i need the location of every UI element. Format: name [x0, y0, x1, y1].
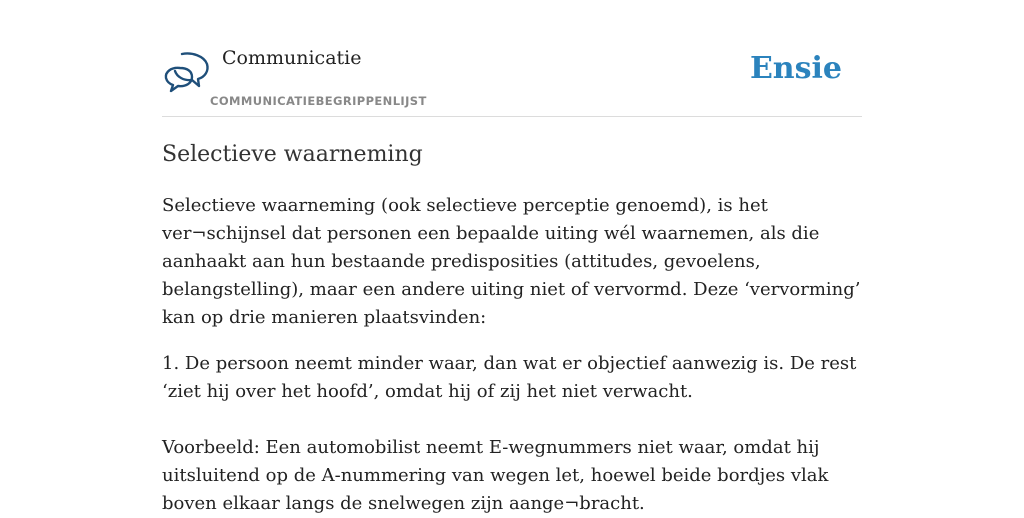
- category-link[interactable]: COMMUNICATIEBEGRIPPENLIJST: [210, 94, 427, 108]
- paragraph-intro: Selectieve waarneming (ook selectieve perceptie genoemd), is het ver¬schijnsel dat personen een bepaalde uiting wél waarnemen, als die aanhaakt aan hun bestaande predisposities (attitudes, gevoelens, belangstelling), maar een andere uiting niet of vervormd. Deze ‘vervorming’ kan op drie manieren plaatsvinden:: [162, 195, 861, 328]
- paragraph-example: Voorbeeld: Een automobilist neemt E-wegnummers niet waar, omdat hij uitsluitend op de A-nummering van wegen let, hoewel beide bordjes vlak boven elkaar langs de snelwegen zijn aange¬bracht.: [162, 437, 829, 514]
- site-header: [162, 0, 862, 117]
- page: [162, 0, 862, 512]
- article-body: [162, 192, 866, 518]
- speech-bubbles-icon[interactable]: [163, 48, 211, 94]
- paragraph-point-1: 1. De persoon neemt minder waar, dan wat er objectief aanwezig is. De rest ‘ziet hij over het hoofd’, omdat hij of zij het niet verwacht.: [162, 353, 857, 402]
- page-title: Selectieve waarneming: [162, 142, 423, 167]
- brand-logo[interactable]: Ensie: [749, 51, 842, 86]
- site-title-link[interactable]: Communicatie: [222, 47, 362, 69]
